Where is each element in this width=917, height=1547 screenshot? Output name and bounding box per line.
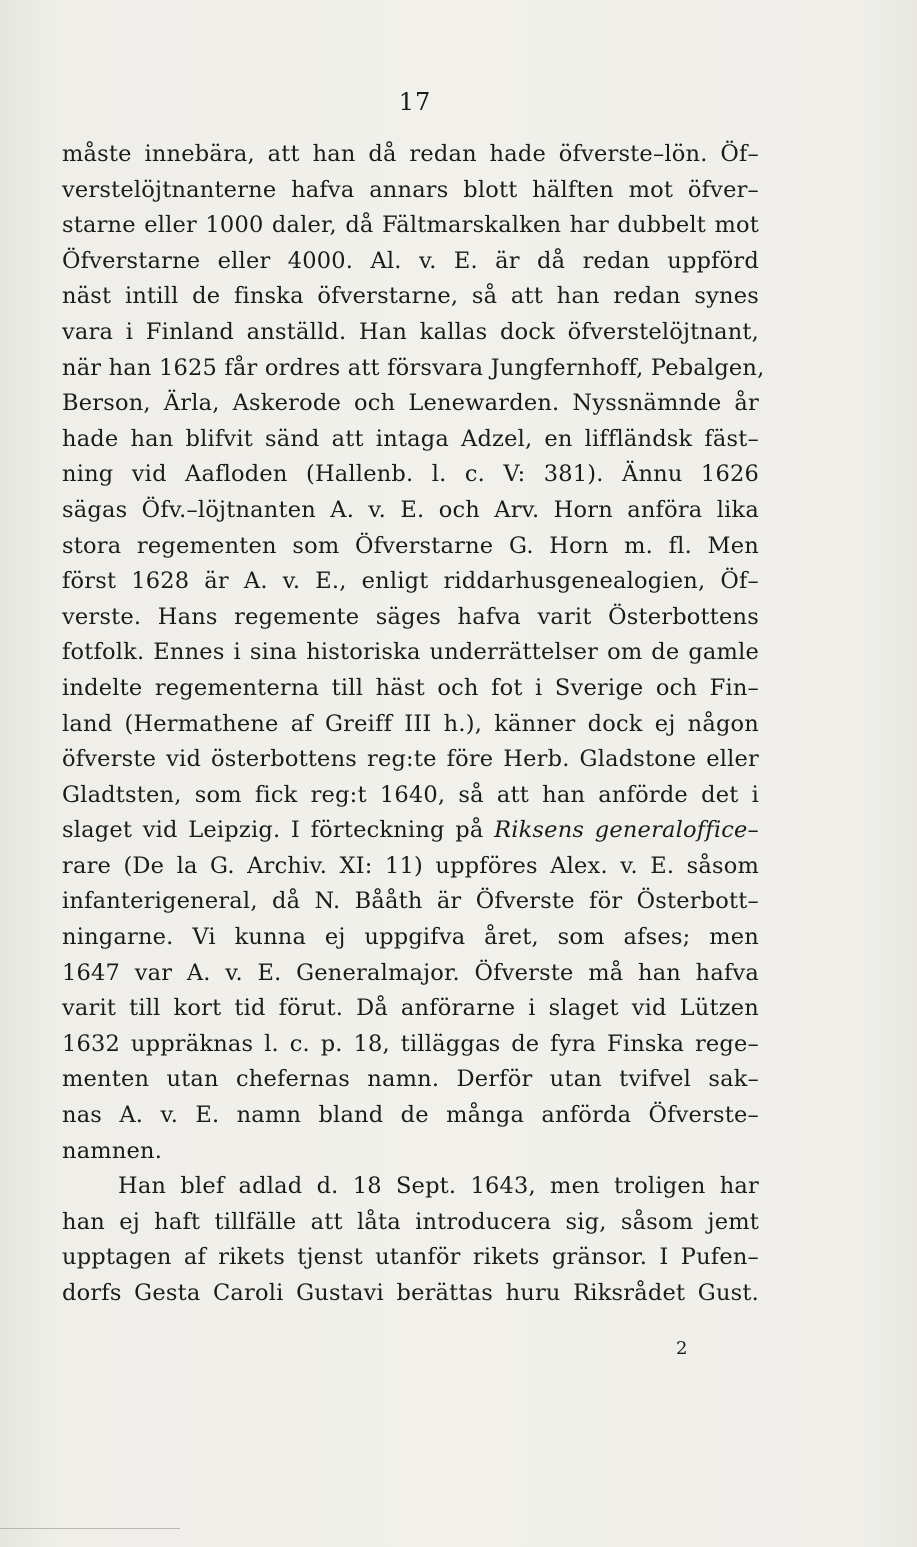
text-line: Gladtsten, som fick reg:t 1640, så att han anförde det i [62,781,759,808]
text-line: infanterigeneral, då N. Bååth är Öfverste för Österbott– [62,888,759,915]
text-line: verste. Hans regemente säges hafva varit Österbottens [62,603,759,630]
text-line: Öfverstarne eller 4000. Al. v. E. är då redan uppförd [62,247,759,274]
text-line: menten utan chefernas namn. Derför utan tvifvel sak– [62,1066,759,1093]
text-line: verstelöjtnanterne hafva annars blott hälften mot öfver– [62,176,759,203]
text-line: näst intill de finska öfverstarne, så att han redan synes [62,283,759,310]
text-line: måste innebära, att han då redan hade öfverste–lön. Öf– [62,141,759,167]
text-line: fotfolk. Ennes i sina historiska underrättelser om de gamle [62,639,759,666]
bottom-edge-line [0,1528,180,1529]
text-line-segment: slaget vid Leipzig. I förteckning på [62,817,495,844]
page-number: 17 [398,88,432,116]
text-line: 1632 uppräknas l. c. p. 18, tilläggas de fyra Finska rege– [62,1030,759,1057]
text-line: land (Hermathene af Greiff III h.), känner dock ej någon [62,710,759,737]
body-text [62,137,765,1312]
italic-title: Riksens generaloffice– [494,817,759,844]
text-line: rare (De la G. Archiv. XI: 11) uppföres Alex. v. E. såsom [62,852,759,879]
text-line: Berson, Ärla, Askerode och Lenewarden. Nyssnämnde år [62,390,759,417]
text-line: Han blef adlad d. 18 Sept. 1643, men troligen har [118,1173,759,1200]
text-line: ningarne. Vi kunna ej uppgifva året, som afses; men [62,924,759,951]
text-line: när han 1625 får ordres att försvara Jungfernhoff, Pebalgen, [62,354,765,381]
text-line: upptagen af rikets tjenst utanför rikets gränsor. I Pufen– [62,1244,759,1271]
text-line: öfverste vid österbottens reg:te före Herb. Gladstone eller [62,746,759,773]
text-line: stora regementen som Öfverstarne G. Horn m. fl. Men [62,532,759,559]
text-line: först 1628 är A. v. E., enligt riddarhusgenealogien, Öf– [62,568,759,595]
text-line: dorfs Gesta Caroli Gustavi berättas huru Riksrådet Gust. [62,1280,759,1306]
text-line-with-italic [62,813,759,849]
text-line: namnen. [62,1137,163,1164]
text-line: ning vid Aafloden (Hallenb. l. c. V: 381). Ännu 1626 [62,461,759,488]
text-line: han ej haft tillfälle att låta introducera sig, såsom jemt [62,1208,759,1235]
text-line: indelte regementerna till häst och fot i Sverige och Fin– [62,674,759,701]
text-line: 1647 var A. v. E. Generalmajor. Öfverste må han hafva [62,959,759,986]
signature-mark: 2 [676,1338,688,1359]
text-line: sägas Öfv.–löjtnanten A. v. E. och Arv. Horn anföra lika [62,496,759,523]
text-line: hade han blifvit sänd att intaga Adzel, en liffländsk fäst– [62,425,759,452]
text-line: vara i Finland anställd. Han kallas dock öfverstelöjtnant, [62,318,759,345]
text-line: nas A. v. E. namn bland de många anförda Öfverste– [62,1102,759,1129]
text-line: starne eller 1000 daler, då Fältmarskalken har dubbelt mot [62,212,759,239]
text-line: varit till kort tid förut. Då anförarne i slaget vid Lützen [62,995,759,1022]
